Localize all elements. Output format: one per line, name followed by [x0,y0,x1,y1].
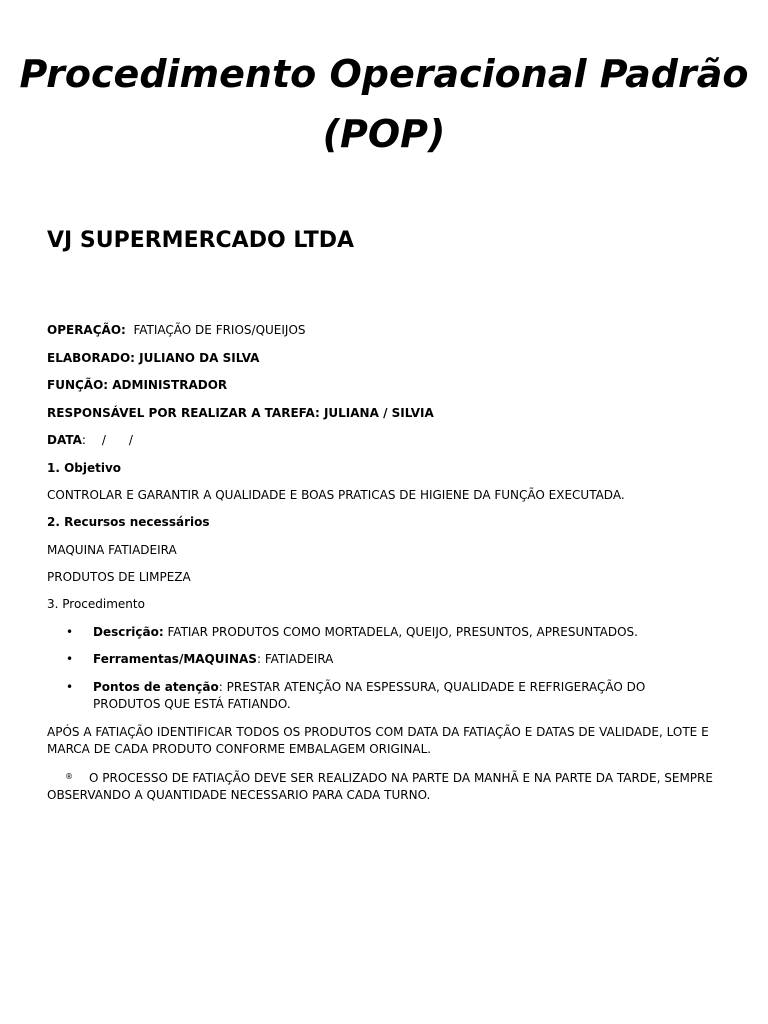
procedimento-item-text: FATIAR PRODUTOS COMO MORTADELA, QUEIJO, PRESUNTOS, APRESUNTADOS. [167,625,638,639]
recursos-heading: 2. Recursos necessários [47,515,210,529]
operacao-label: OPERAÇÃO [47,323,122,337]
apos-paragraph: APÓS A FATIAÇÃO IDENTIFICAR TODOS OS PRODUTOS COM DATA DA FATIAÇÃO E DATAS DE VALIDADE, LOTE E MARCA DE CADA PRODUTO CONFORME EMBALAGEM ORIGINAL. [47,725,709,756]
procedimento-item-content: Ferramentas/MAQUINAS: FATIADEIRA [93,652,334,666]
procedimento-item-text: FATIADEIRA [264,652,334,666]
procedimento-item-label: Pontos de atenção [93,680,219,694]
procedimento-item-text: PRESTAR ATENÇÃO NA ESPESSURA, QUALIDADE E REFRIGERAÇÃO DO PRODUTOS QUE ESTÁ FATIANDO. [93,680,646,711]
procedimento-item [66,679,716,713]
operacao-line [47,322,306,339]
procedimento-heading: 3. Procedimento [47,597,145,611]
recursos-item: PRODUTOS DE LIMPEZA [47,570,191,584]
data-value: / / [101,433,133,447]
procedimento-item [66,624,716,641]
procedimento-item-label: Descrição [93,625,159,639]
data-line [47,432,133,449]
bullet-icon: • [66,625,74,639]
bullet-icon: • [66,680,74,694]
objetivo-text: CONTROLAR E GARANTIR A QUALIDADE E BOAS PRATICAS DE HIGIENE DA FUNÇÃO EXECUTADA. [47,488,625,502]
elaborado-line: ELABORADO: JULIANO DA SILVA [47,351,260,365]
processo-paragraph [47,768,727,804]
procedimento-item [66,651,716,668]
responsavel-line: RESPONSÁVEL POR REALIZAR A TAREFA: JULIANA / SILVIA [47,406,434,420]
operacao-colon: : [121,323,126,337]
bullet-icon: • [66,652,74,666]
funcao-line: FUNÇÃO: ADMINISTRADOR [47,378,228,392]
company-name: VJ SUPERMERCADO LTDA [47,228,355,253]
operacao-value: FATIAÇÃO DE FRIOS/QUEIJOS [133,323,306,337]
procedimento-item-content: Pontos de atenção: PRESTAR ATENÇÃO NA ESPESSURA, QUALIDADE E REFRIGERAÇÃO DO PRODUTOS QUE ESTÁ FATIANDO. [93,680,646,711]
procedimento-item-label: Ferramentas/MAQUINAS [93,652,257,666]
procedimento-item-content: Descrição: FATIAR PRODUTOS COMO MORTADELA, QUEIJO, PRESUNTOS, APRESUNTADOS. [93,625,638,639]
processo-text: O PROCESSO DE FATIAÇÃO DEVE SER REALIZADO NA PARTE DA MANHÃ E NA PARTE DA TARDE, SEMPRE OBSERVANDO A QUANTIDADE NECESSARIO PARA CADA TURNO. [47,771,713,802]
page-title: Procedimento Operacional Padrão (POP) [19,52,749,156]
objetivo-heading: 1. Objetivo [47,461,122,475]
data-colon: : [81,433,86,447]
recursos-item: MAQUINA FATIADEIRA [47,543,177,557]
small-bullet-icon: ® [65,772,73,781]
data-label: DATA [47,433,82,447]
